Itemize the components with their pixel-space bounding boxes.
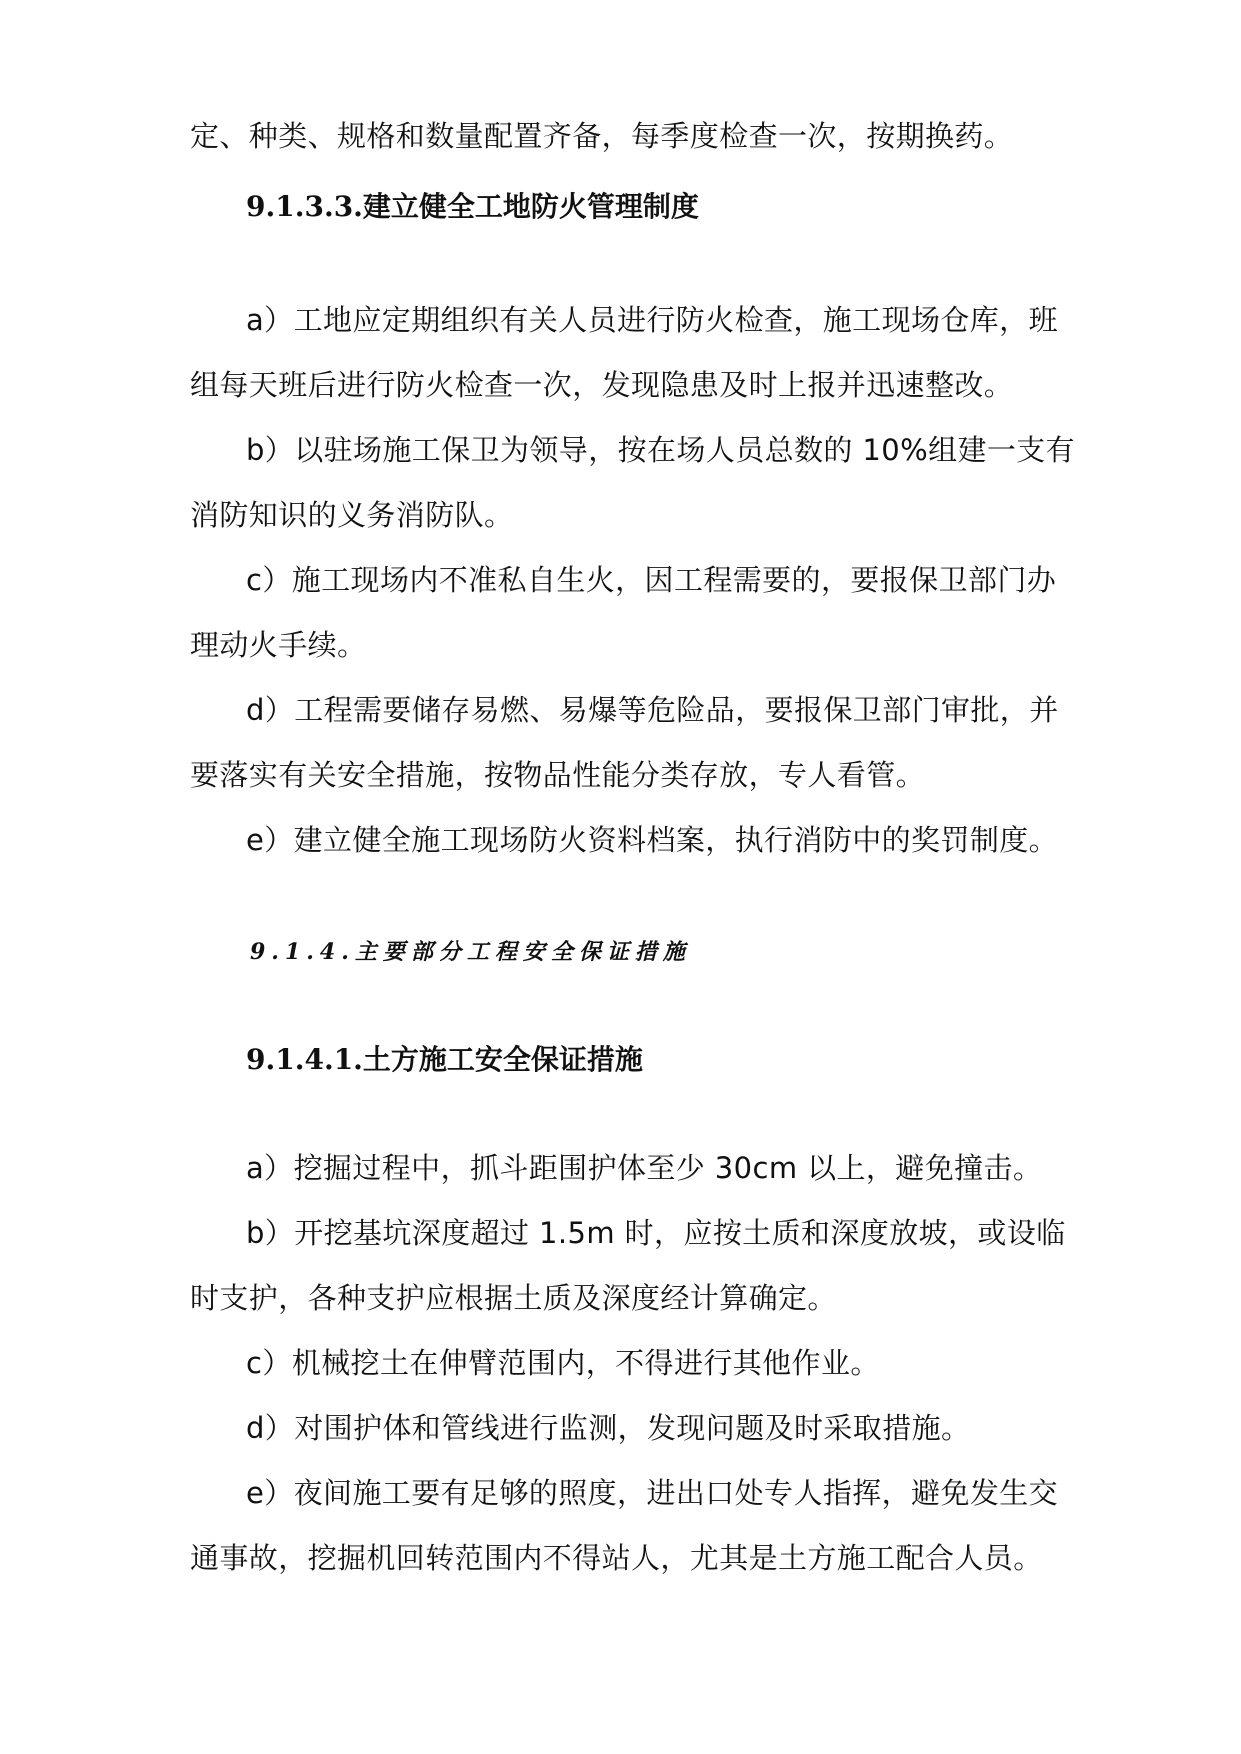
paragraph-line: d）工程需要储存易燃、易爆等危险品，要报保卫部门审批，并 <box>246 693 1059 727</box>
paragraph-line: a）工地应定期组织有关人员进行防火检查，施工现场仓库，班 <box>246 303 1058 337</box>
section-heading-9-1-3-3: 9.1.3.3.建立健全工地防火管理制度 <box>246 190 699 223</box>
paragraph-line: 要落实有关安全措施，按物品性能分类存放，专人看管。 <box>190 758 926 792</box>
paragraph-line: b）以驻场施工保卫为领导，按在场人员总数的 10%组建一支有 <box>246 433 1076 467</box>
paragraph-line: b）开挖基坑深度超过 1.5m 时，应按土质和深度放坡，或设临 <box>246 1216 1066 1250</box>
paragraph-line: d）对围护体和管线进行监测，发现问题及时采取措施。 <box>246 1411 971 1445</box>
paragraph-line: c）机械挖土在伸臂范围内，不得进行其他作业。 <box>246 1346 880 1380</box>
paragraph-line: 理动火手续。 <box>190 628 367 662</box>
paragraph-line: 时支护，各种支护应根据土质及深度经计算确定。 <box>190 1281 837 1315</box>
paragraph-line: e）夜间施工要有足够的照度，进出口处专人指挥，避免发生交 <box>246 1476 1059 1510</box>
paragraph-line: c）施工现场内不准私自生火，因工程需要的，要报保卫部门办 <box>246 563 1057 597</box>
paragraph-line: a）挖掘过程中，抓斗距围护体至少 30cm 以上，避免撞击。 <box>246 1151 1043 1185</box>
paragraph-line: 通事故，挖掘机回转范围内不得站人，尤其是土方施工配合人员。 <box>190 1541 1043 1575</box>
paragraph-line: 定、种类、规格和数量配置齐备，每季度检查一次，按期换药。 <box>190 119 1014 153</box>
paragraph-line: 消防知识的义务消防队。 <box>190 498 514 532</box>
section-heading-9-1-4-1: 9.1.4.1.土方施工安全保证措施 <box>246 1043 643 1076</box>
section-heading-9-1-4: 9.1.4.主要部分工程安全保证措施 <box>250 939 691 965</box>
paragraph-line: e）建立健全施工现场防火资料档案，执行消防中的奖罚制度。 <box>246 823 1059 857</box>
paragraph-line: 组每天班后进行防火检查一次，发现隐患及时上报并迅速整改。 <box>190 368 1014 402</box>
